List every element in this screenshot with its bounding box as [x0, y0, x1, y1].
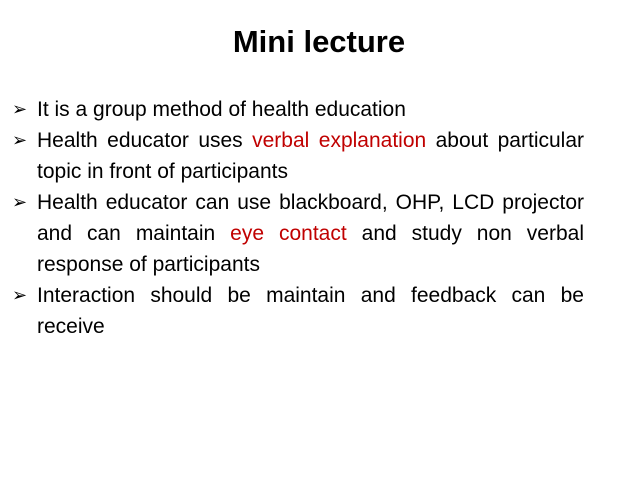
bullet-text: Health educator can use blackboard, OHP, LCD projector and can maintain	[37, 191, 584, 245]
bullet-item-4	[12, 280, 584, 342]
bullet-item-2	[12, 125, 584, 187]
bullet-text: Interaction should be maintain and feedback can be receive	[37, 284, 584, 338]
bullet-text: about particular topic in front of participants	[37, 129, 584, 183]
arrow-bullet-icon: ➢	[12, 130, 28, 150]
arrow-bullet-icon: ➢	[12, 99, 28, 119]
arrow-bullet-icon: ➢	[12, 192, 28, 212]
highlighted-text: eye contact	[230, 222, 347, 245]
bullet-list	[12, 94, 584, 342]
bullet-item-3	[12, 187, 584, 280]
bullet-item-1	[12, 94, 584, 125]
highlighted-text: verbal explanation	[252, 129, 427, 152]
bullet-text: Health educator uses	[37, 129, 253, 152]
bullet-text: and study non verbal response of participants	[37, 222, 584, 276]
arrow-bullet-icon: ➢	[12, 285, 28, 305]
slide-title: Mini lecture	[232, 24, 406, 59]
bullet-text: It is a group method of health education	[37, 98, 406, 121]
